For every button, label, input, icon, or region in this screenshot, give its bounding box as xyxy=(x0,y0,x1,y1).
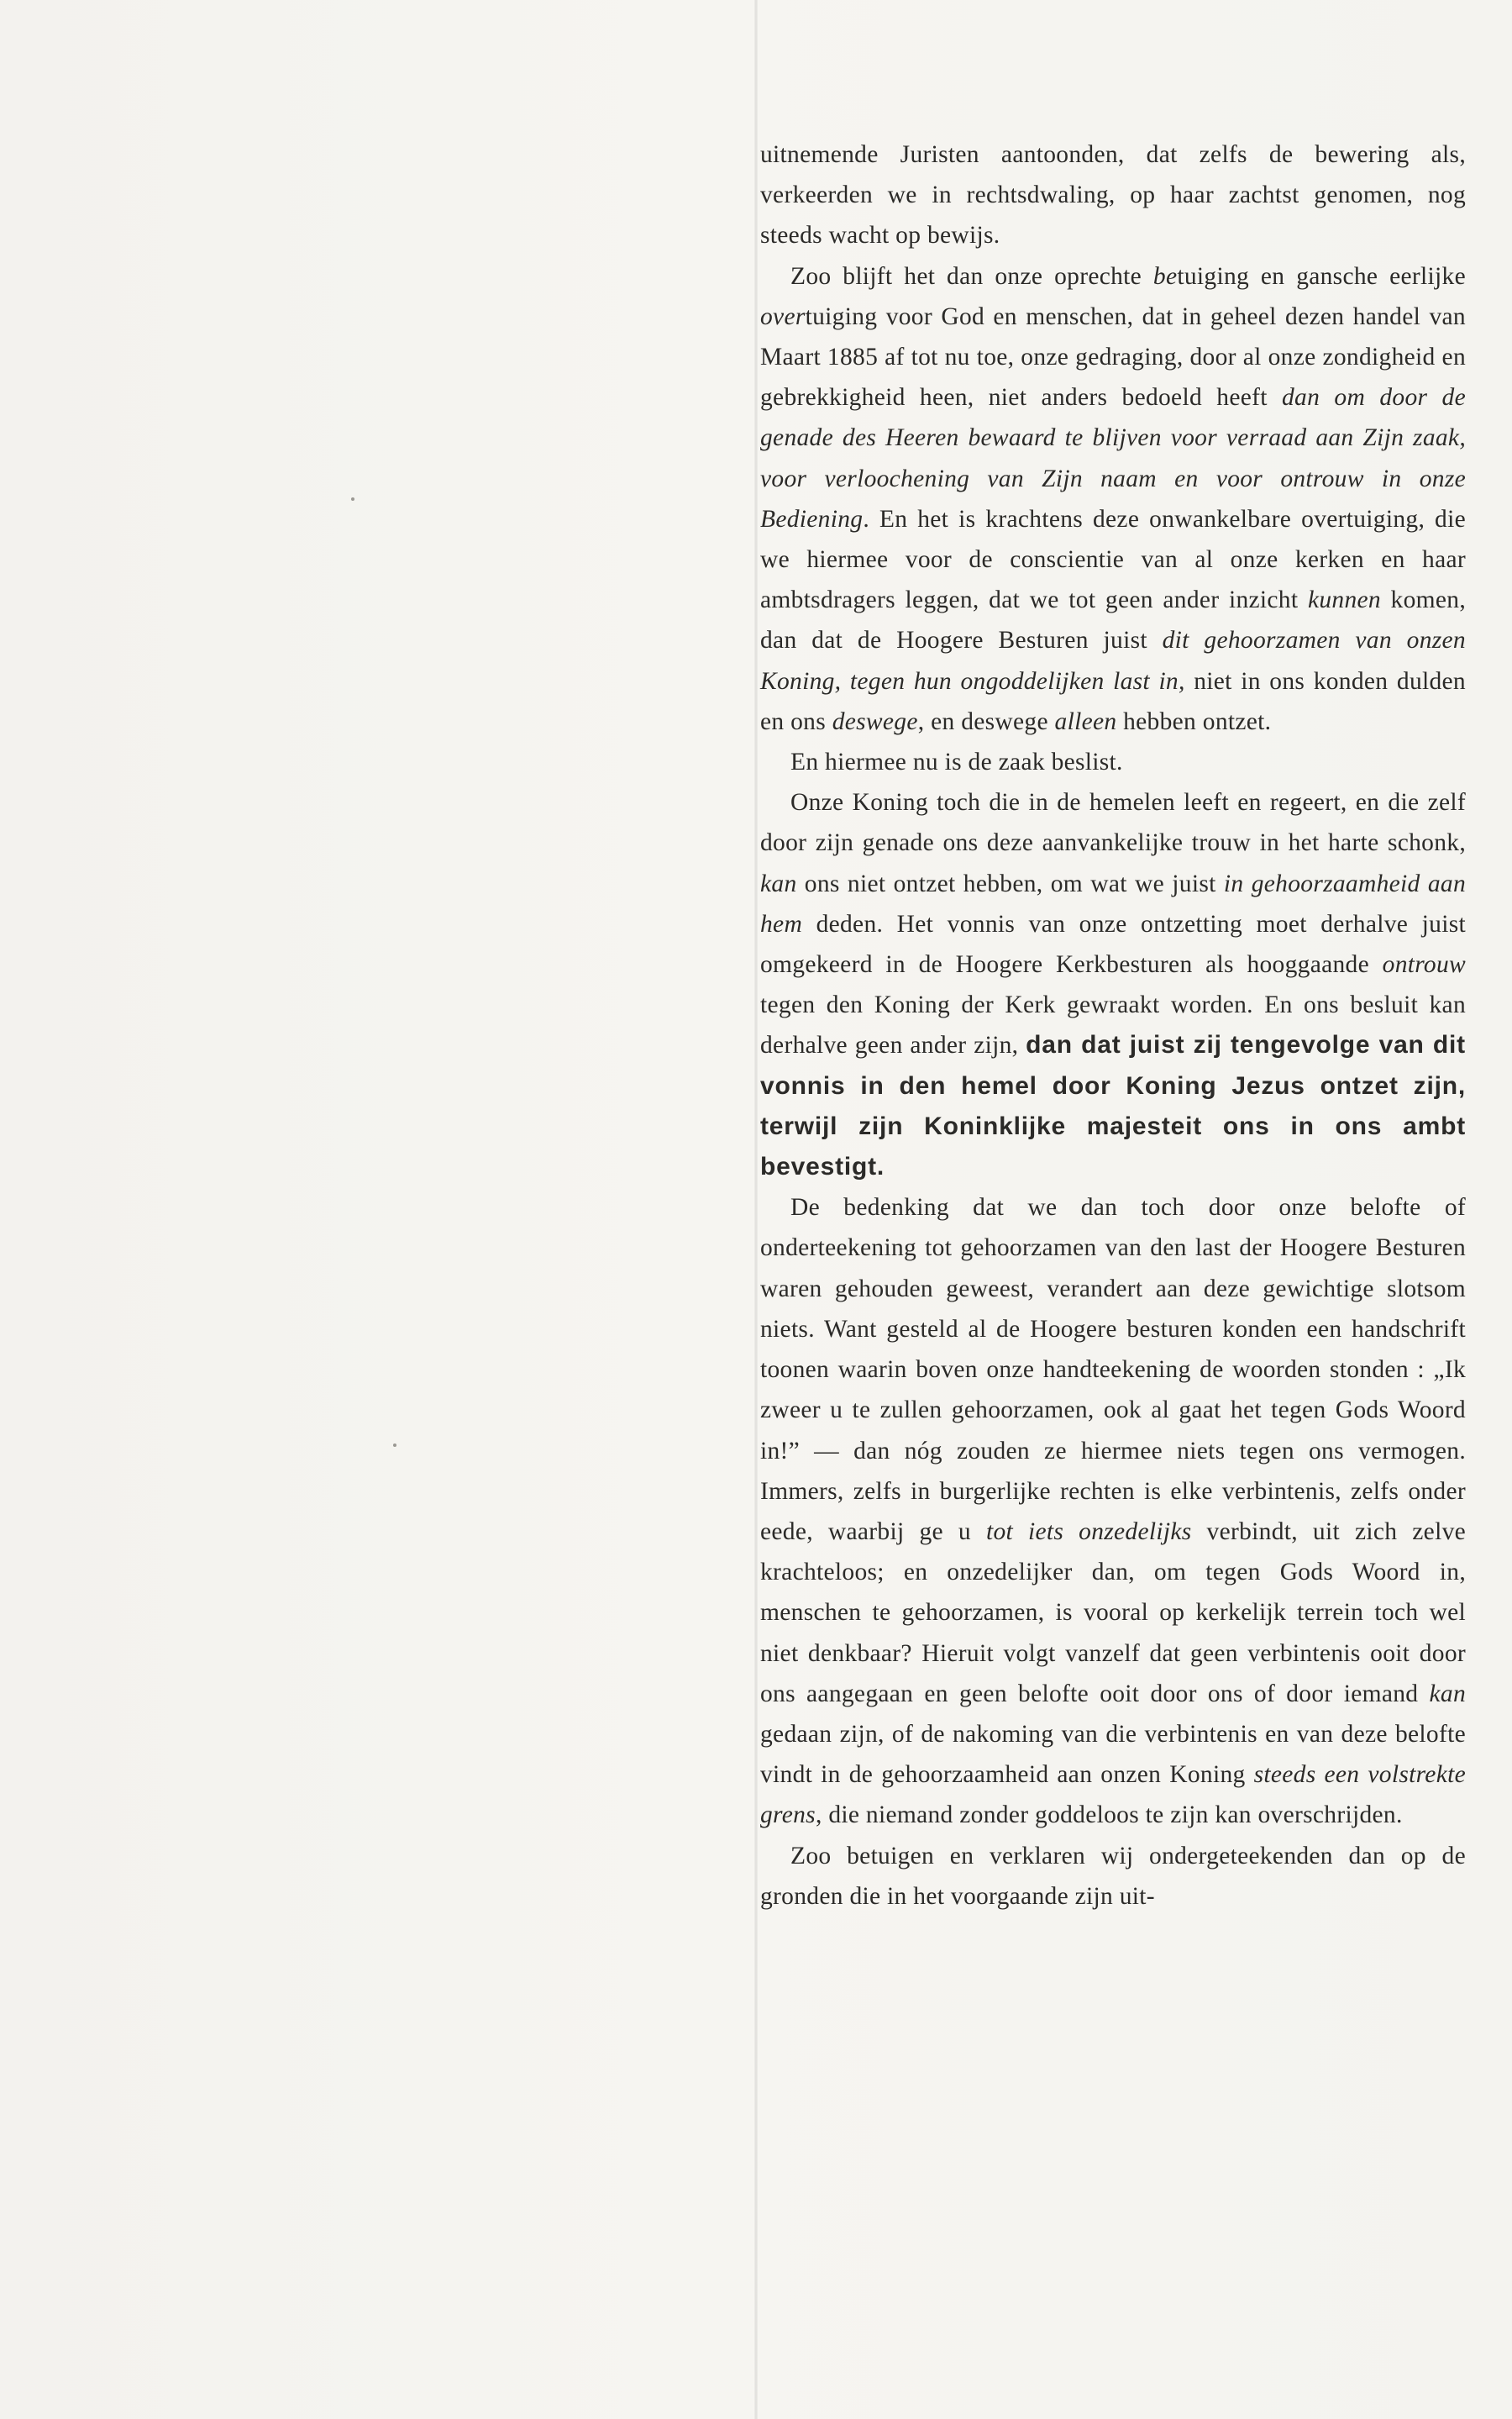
text-run: gedaan zijn, of de nakoming van die verbintenis en van deze belofte vindt in de gehoorzaamheid aan onzen Koning xyxy=(760,1720,1466,1789)
italic-text-run: in gehoorzaamheid aan hem xyxy=(760,870,1466,938)
text-run: tegen den Koning der Kerk gewraakt worden. En ons besluit kan derhalve geen ander zijn, xyxy=(760,991,1466,1060)
italic-text-run: dit gehoorzamen van onzen Koning, tegen hun ongoddelijken last in, xyxy=(760,627,1466,695)
body-paragraph xyxy=(760,1836,1466,1917)
paper-speck xyxy=(351,497,354,501)
italic-text-run: alleen xyxy=(1054,707,1117,735)
italic-text-run: kunnen xyxy=(1307,586,1381,614)
text-run: tuiging en gansche eerlijke xyxy=(1177,262,1466,290)
body-paragraph xyxy=(760,134,1466,256)
document-text-column xyxy=(760,134,1466,1917)
text-run: deden. Het vonnis van onze ontzetting moet derhalve juist omgekeerd in de Hoogere Kerkbesturen als hooggaande xyxy=(760,910,1466,979)
text-run: Onze Koning toch die in de hemelen leeft en regeert, en die zelf door zijn genade ons deze aanvankelijke trouw in het harte schonk, xyxy=(760,789,1466,857)
text-run: Zoo blijft het dan onze oprechte xyxy=(790,262,1153,290)
page-fold-shadow xyxy=(754,0,758,2419)
text-run: , en deswege xyxy=(917,707,1055,735)
italic-text-run: deswege xyxy=(832,707,918,735)
body-paragraph xyxy=(760,742,1466,782)
text-run: uitnemende Juristen aantoonden, dat zelfs de bewering als, verkeerden we in rechtsdwaling, op haar zachtst genomen, nog steeds wacht op bewijs. xyxy=(760,141,1466,250)
italic-text-run: kan xyxy=(1429,1680,1466,1707)
body-paragraph xyxy=(760,256,1466,742)
text-run: niet in ons konden dulden en ons xyxy=(760,667,1466,735)
italic-text-run: be xyxy=(1152,262,1178,290)
text-run: ons niet ontzet hebben, om wat we juist xyxy=(796,870,1224,897)
text-run: En hiermee nu is de zaak beslist. xyxy=(790,749,1123,776)
body-paragraph xyxy=(760,782,1466,1187)
text-run: hebben ontzet. xyxy=(1116,707,1272,735)
italic-text-run: over xyxy=(760,302,806,330)
italic-text-run: steeds een volstrekte grens xyxy=(760,1761,1466,1829)
bold-emphasis-run: dan dat juist zij tengevolge van dit vonnis in den hemel door Koning Jezus ontzet zijn, terwijl zijn Koninklijke majesteit ons in ons ambt bevestigt. xyxy=(760,1031,1466,1181)
italic-text-run: ontrouw xyxy=(1382,951,1466,979)
text-run: De bedenking dat we dan toch door onze belofte of onderteekening tot gehoorzamen van den last der Hoogere Besturen waren gehouden geweest, verandert aan deze gewichtige slotsom niets. Want gesteld al de Hoogere besturen konden een handschrift toonen waarin boven onze handteekening de woorden stonden : „Ik zweer u te zullen gehoorzamen, ook al gaat het tegen Gods Woord in!” — dan nóg zouden ze hiermee niets tegen ons vermogen. Immers, zelfs in burgerlijke rechten is elke verbintenis, zelfs onder eede, waarbij ge u xyxy=(760,1194,1466,1545)
text-run: Zoo betuigen en verklaren wij ondergeteekenden dan op de gronden die in het voorgaande zijn uit- xyxy=(760,1842,1466,1910)
italic-text-run: dan om door de genade des Heeren bewaard te blijven voor verraad aan Zijn zaak, voor verloochening van Zijn naam en voor ontrouw in onze Bediening xyxy=(760,384,1466,533)
italic-text-run: tot iets onzedelijks xyxy=(985,1517,1192,1545)
italic-text-run: kan xyxy=(760,870,797,897)
text-run: , die niemand zonder goddeloos te zijn kan overschrijden. xyxy=(815,1801,1403,1829)
text-run: . En het is krachtens deze onwankelbare overtuiging, die we hiermee voor de conscientie van al onze kerken en haar ambtsdragers leggen, dat we tot geen ander inzicht xyxy=(760,505,1466,614)
text-run: komen, dan dat de Hoogere Besturen juist xyxy=(760,586,1467,655)
body-paragraph xyxy=(760,1187,1466,1835)
paper-speck xyxy=(393,1444,396,1447)
text-run: verbindt, uit zich zelve krachteloos; en onzedelijker dan, om tegen Gods Woord in, menschen te gehoorzamen, is vooral op kerkelijk terrein toch wel niet denkbaar? Hieruit volgt vanzelf dat geen verbintenis ooit door ons aangegaan en geen belofte ooit door ons of door iemand xyxy=(760,1517,1467,1707)
text-run: tuiging voor God en menschen, dat in geheel dezen handel van Maart 1885 af tot nu toe, onze gedraging, door al onze zondigheid en gebrekkigheid heen, niet anders bedoeld heeft xyxy=(760,302,1466,412)
